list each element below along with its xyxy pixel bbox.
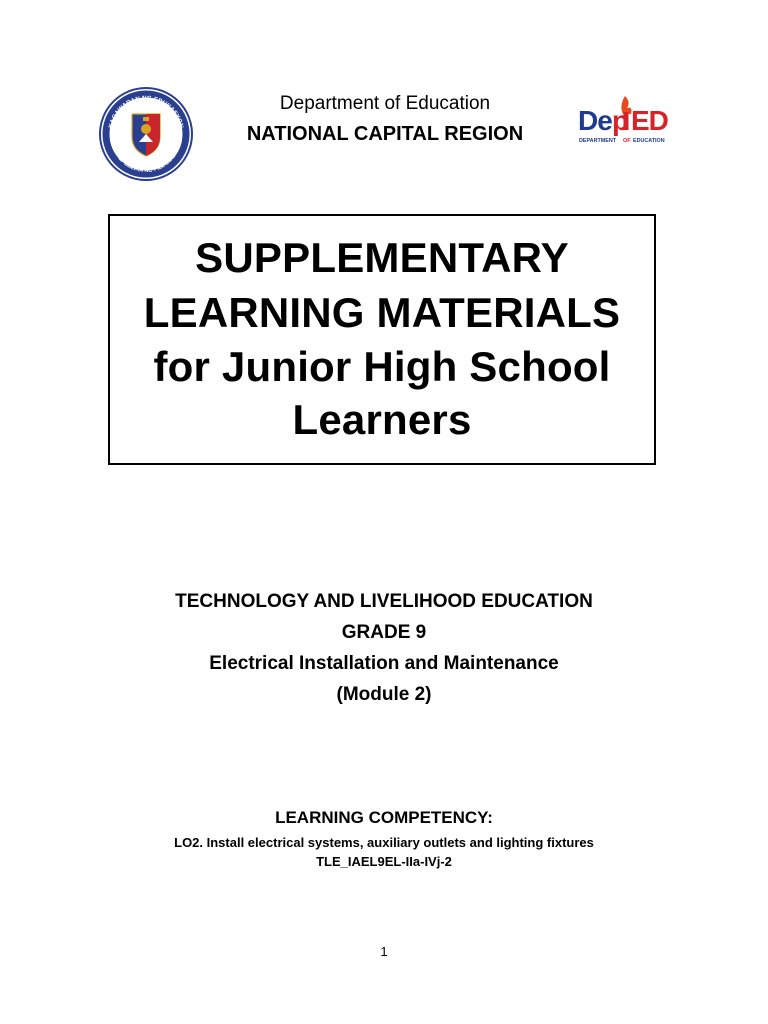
course-name: Electrical Installation and Maintenance — [209, 653, 559, 674]
svg-text:p: p — [612, 105, 630, 136]
subject-area: TECHNOLOGY AND LIVELIHOOD EDUCATION — [175, 591, 593, 612]
title-line-1: SUPPLEMENTARY — [195, 234, 569, 281]
deped-seal-logo — [99, 87, 193, 181]
title-line-2: LEARNING MATERIALS — [143, 289, 621, 336]
seal-bottom-text: REPUBLIKA NG PILIPINAS — [114, 153, 178, 175]
svg-text:De: De — [578, 105, 612, 136]
title-line-3: for Junior High School — [153, 343, 611, 390]
competency-code: TLE_IAEL9EL-IIa-IVj-2 — [316, 854, 452, 869]
competency-heading: LEARNING COMPETENCY: — [275, 808, 493, 827]
competency-objective: LO2. Install electrical systems, auxiliary outlets and lighting fixtures — [174, 835, 594, 850]
module-number: (Module 2) — [336, 684, 432, 705]
svg-text:ED: ED — [631, 105, 668, 136]
seal-top-text: KAGAWARAN NG EDUKASYON — [107, 94, 185, 129]
title-line-4: Learners — [292, 396, 472, 443]
grade-level: GRADE 9 — [341, 622, 427, 643]
deped-logo — [575, 92, 685, 148]
department-name: Department of Education — [279, 93, 491, 114]
deped-tagline-right: EDUCATION — [633, 138, 665, 144]
deped-tagline-left: DEPARTMENT — [579, 138, 617, 144]
title-box — [108, 214, 656, 465]
region-name: NATIONAL CAPITAL REGION — [246, 123, 524, 145]
page-number: 1 — [380, 944, 388, 959]
deped-tagline-mid: OF — [623, 138, 631, 144]
